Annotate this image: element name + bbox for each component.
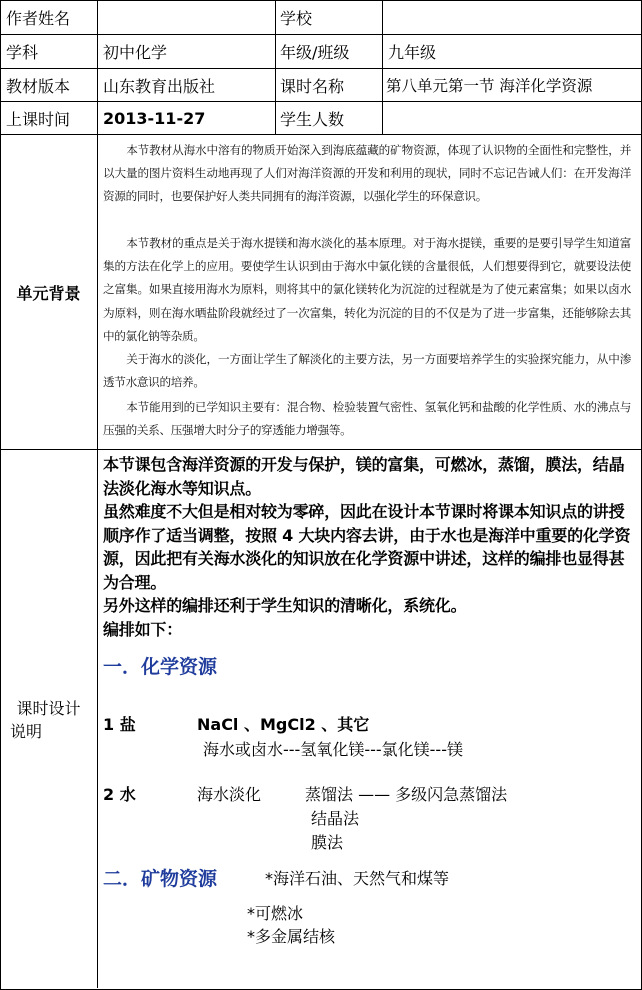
background-label: 单元背景 bbox=[16, 283, 81, 303]
design-label bbox=[0, 450, 97, 988]
salt-compounds: NaCl 、MgCl2 、其它 bbox=[197, 715, 370, 734]
item-salt-list bbox=[197, 712, 369, 735]
background-paragraph: 关于海水的淡化，一方面让学生了解淡化的主要方法，另一方面要培养学生的实验探究能力，从中渗透节水意识的培养。 bbox=[103, 352, 631, 390]
background-paragraph: 本节教材的重点是关于海水提镁和海水淡化的基本原理。对于海水提镁，重要的是要引导学生知道富集的方法在化学上的应用。要使学生认识到由于海水中氯化镁的含量很低，人们想要得到它，就要设法使之富集。如果直接用海水为原料，则将其中的氯化镁转化为沉淀的过程就是为了使元素富集；如果以卤水为原料，则在海水晒盐阶段就经过了一次富集，转化为沉淀的目的不仅是为了进一步富集，还能够除去其中的氯化钠等杂质。 bbox=[103, 236, 631, 343]
column-divider bbox=[275, 0, 276, 134]
column-divider bbox=[97, 0, 98, 988]
textbook-value: 山东教育出版社 bbox=[103, 76, 216, 96]
design-intro: 虽然难度不大但是相对较为零碎，因此在设计本节课时将课本知识点的讲授顺序作了适当调整，按照 4 大块内容去讲，由于水也是海洋中重要的化学资源，因此把有关海水淡化的知识放在化学资源中讲述，这样的编排也显得甚为合理。 bbox=[103, 502, 631, 592]
column-divider bbox=[382, 0, 383, 134]
item-salt-label: 1 盐 bbox=[103, 715, 136, 734]
method-membrane: 膜法 bbox=[311, 833, 344, 852]
grade-label: 年级/班级 bbox=[280, 43, 350, 62]
design-label-line2: 说明 bbox=[10, 722, 43, 741]
author-label: 作者姓名 bbox=[6, 9, 71, 28]
lesson-label: 课时名称 bbox=[280, 76, 345, 96]
subject-value: 初中化学 bbox=[103, 43, 168, 62]
textbook-label: 教材版本 bbox=[6, 76, 71, 96]
background-paragraph: 本节能用到的已学知识主要有：混合物、检验装置气密性、氢氧化钙和盐酸的化学性质、水的沸点与压强的关系、压强增大时分子的穿透能力增强等。 bbox=[103, 400, 631, 438]
design-intro: 另外这样的编排还利于学生知识的清晰化，系统化。 bbox=[103, 596, 467, 615]
students-label: 学生人数 bbox=[280, 109, 345, 129]
item-water-label: 2 水 bbox=[103, 785, 136, 804]
method-crystallization: 结晶法 bbox=[311, 809, 360, 828]
mineral-item: *多金属结核 bbox=[247, 927, 336, 946]
time-value: 2013-11-27 bbox=[103, 108, 206, 128]
method-distillation: 蒸馏法 —— 多级闪急蒸馏法 bbox=[305, 785, 508, 804]
design-label-line1: 课时设计 bbox=[16, 699, 81, 718]
design-intro: 编排如下： bbox=[103, 620, 183, 639]
subject-label: 学科 bbox=[6, 43, 39, 62]
mineral-item: *可燃冰 bbox=[247, 904, 304, 923]
time-label: 上课时间 bbox=[6, 109, 71, 129]
grade-value: 九年级 bbox=[388, 43, 437, 62]
design-intro: 本节课包含海洋资源的开发与保护，镁的富集，可燃冰，蒸馏，膜法，结晶法淡化海水等知识点。 bbox=[103, 455, 625, 498]
desalination-label: 海水淡化 bbox=[197, 785, 262, 804]
school-label: 学校 bbox=[280, 9, 313, 28]
background-paragraph: 本节教材从海水中溶有的物质开始深入到海底蕴藏的矿物资源，体现了认识物的全面性和完整性，并以大量的图片资料生动地再现了人们对海洋资源的开发和利用的现状，同时不忘记告诫人们：在开发海洋资源的同时，也要保护好人类共同拥有的海洋资源，以强化学生的环保意识。 bbox=[103, 143, 631, 204]
mineral-item: *海洋石油、天然气和煤等 bbox=[265, 869, 450, 888]
lesson-value: 第八单元第一节 海洋化学资源 bbox=[386, 77, 593, 95]
section-mineral-resources: 二．矿物资源 bbox=[103, 868, 218, 890]
section-chemical-resources: 一．化学资源 bbox=[103, 656, 218, 678]
magnesium-flow: 海水或卤水---氢氧化镁---氯化镁---镁 bbox=[203, 740, 463, 759]
